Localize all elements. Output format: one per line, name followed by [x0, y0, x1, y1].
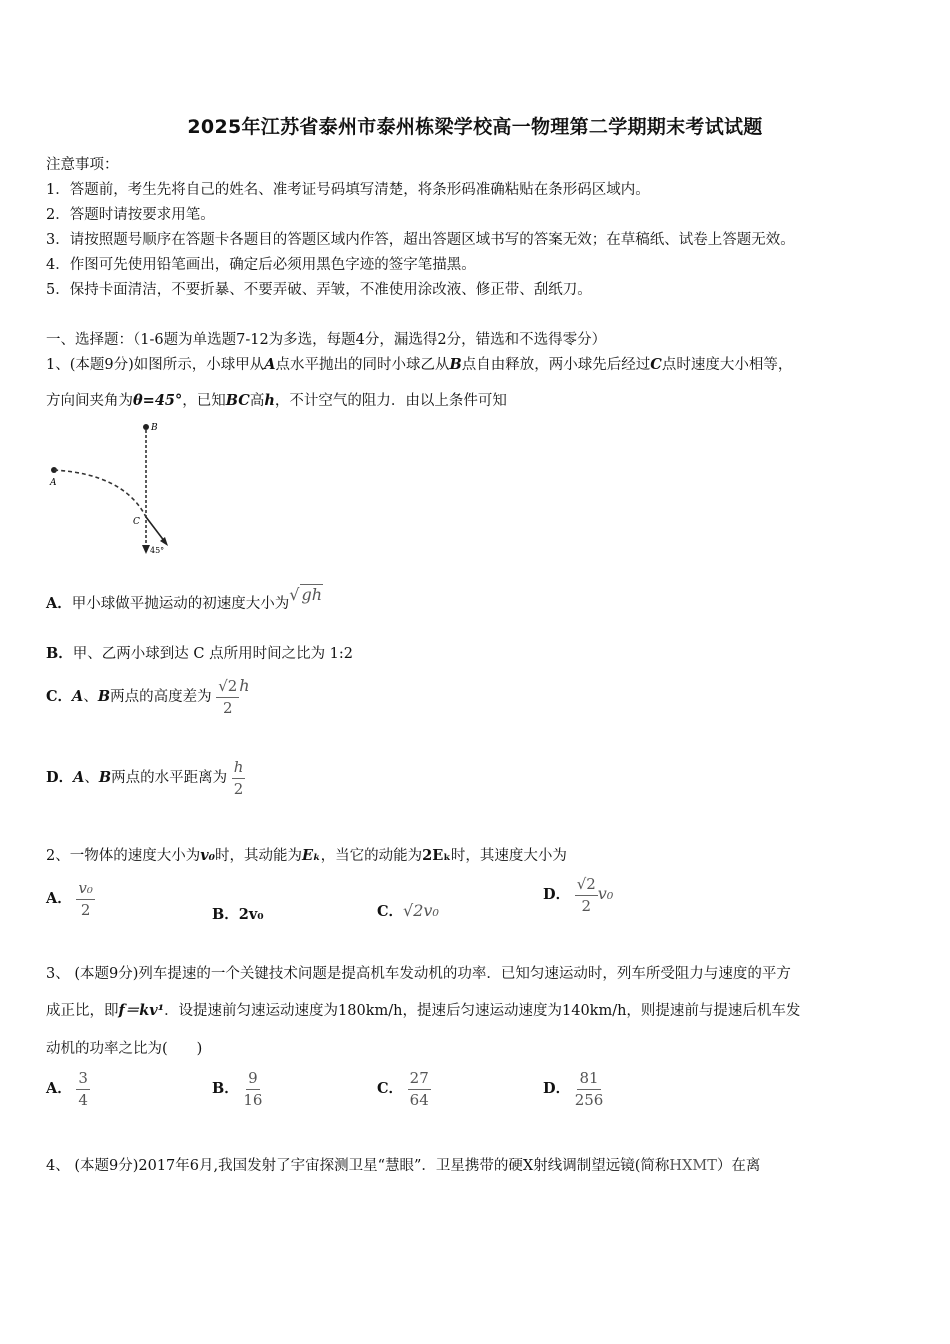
arrow-head-vertical — [142, 545, 150, 554]
q1-option-d-a: A — [73, 769, 85, 786]
q2-option-c-math: √2v₀ — [403, 901, 439, 920]
q2-stem — [46, 844, 567, 865]
q3-line3: 动机的功率之比为( ) — [46, 1041, 203, 1057]
q3-option-d-den: 256 — [574, 1090, 604, 1109]
q2-2ek: 2Eₖ — [422, 847, 451, 864]
q1-option-c-den: 2 — [222, 698, 233, 717]
q1-line2b: ，已知 — [182, 393, 226, 409]
q1-theta: θ=45° — [133, 392, 183, 409]
point-b-dot — [143, 424, 149, 430]
q1-option-a-text: 甲小球做平抛运动的初速度大小为 — [71, 596, 290, 612]
q2-mid1: 时，其动能为 — [215, 848, 303, 864]
q3-option-c — [377, 1070, 431, 1108]
q3-option-d — [543, 1070, 603, 1108]
q1-prefix: 1、(本题9分)如图所示，小球甲从 — [46, 357, 265, 373]
q3-option-a-num: 3 — [76, 1070, 90, 1090]
q4-abbr: HXMT — [669, 1158, 717, 1174]
q1-option-d-text: 两点的水平距离为 — [111, 770, 228, 786]
q1-option-c-num: √2 — [216, 678, 239, 698]
q2-option-b — [212, 903, 264, 924]
q3-line2 — [46, 999, 800, 1020]
label-a: A — [50, 478, 57, 488]
notice-item-2: 2．答题时请按要求用笔。 — [46, 207, 215, 223]
notice-item-4: 4．作图可先使用铅笔画出，确定后必须用黑色字迹的签字笔描黑。 — [46, 257, 476, 273]
arrow-head-diagonal — [160, 537, 168, 546]
q1-option-a-label: A． — [46, 595, 72, 612]
q1-option-d — [46, 759, 245, 797]
q4-line1 — [46, 1154, 760, 1175]
q1-option-b-text: 甲、乙两小球到达 C 点所用时间之比为 1:2 — [72, 646, 354, 662]
q3-option-a-label: A． — [46, 1080, 72, 1097]
q2-option-a-num: v₀ — [76, 880, 95, 900]
q3-option-a-den: 4 — [78, 1090, 88, 1109]
q1-bc: BC — [225, 392, 250, 409]
q1-option-a: A．甲小球做平抛运动的初速度大小为√ gh — [46, 585, 323, 612]
notice-item-1: 1．答题前，考生先将自己的姓名、准考证号码填写清楚，将条形码准确粘贴在条形码区域内。 — [46, 182, 650, 198]
q1-option-d-label: D． — [46, 769, 74, 786]
q1-line2a: 方向间夹角为 — [46, 393, 133, 409]
q1-option-a-math: gh — [301, 585, 323, 604]
q4-line1a: 4、 (本题9分)2017年6月,我国发射了宇宙探测卫星“慧眼”．卫星携带的硬X射线调制望远镜(简称 — [46, 1158, 670, 1174]
q3-option-b-den: 16 — [243, 1090, 263, 1109]
q3-line1: 3、 (本题9分)列车提速的一个关键技术问题是提高机车发动机的功率．已知匀速运动时，列车所受阻力与速度的平方 — [46, 966, 791, 982]
q3-option-b-num: 9 — [246, 1070, 260, 1090]
section-heading: 一、选择题：（1-6题为单选题7-12为多选，每题4分，漏选得2分，错选和不选得零分） — [46, 332, 607, 348]
notice-heading: 注意事项： — [46, 157, 119, 173]
velocity-arrow-diagonal — [146, 517, 165, 542]
q3-option-b-label: B． — [212, 1080, 239, 1097]
label-b: B — [151, 423, 158, 433]
q1-option-d-b: B — [98, 769, 112, 786]
q1-line2c: 高 — [249, 393, 265, 409]
q1-mid1: 点水平抛出的同时小球乙从 — [275, 357, 450, 373]
q1-option-c-label: C． — [46, 688, 73, 705]
q1-option-c-b: B — [97, 688, 111, 705]
q2-ek: Eₖ — [302, 847, 321, 864]
q1-point-a: A — [264, 356, 276, 373]
q2-mid3: 时，其速度大小为 — [450, 848, 567, 864]
q3-line2b: ．设提速前匀速运动速度为180km/h，提速后匀速运动速度为140km/h，则提速前与提速后机车发 — [164, 1003, 801, 1019]
label-angle: 45° — [150, 546, 165, 555]
q2-option-a — [46, 880, 95, 918]
q2-mid2: ，当它的动能为 — [320, 848, 423, 864]
page-title: 2025年江苏省泰州市泰州栋梁学校高一物理第二学期期末考试试题 — [187, 116, 763, 138]
parabola-path — [54, 470, 146, 517]
q1-point-b: B — [449, 356, 462, 373]
q1-option-c-sep: 、 — [83, 689, 98, 705]
notice-item-5: 5．保持卡面清洁，不要折暴、不要弄破、弄皱，不准使用涂改液、修正带、刮纸刀。 — [46, 282, 592, 298]
q3-option-c-num: 27 — [408, 1070, 431, 1090]
q3-line2a: 成正比，即 — [46, 1003, 119, 1019]
q1-line2d: ，不计空气的阻力．由以上条件可知 — [274, 393, 507, 409]
q1-line1 — [46, 353, 792, 374]
q2-option-d-var: v₀ — [597, 884, 614, 903]
q1-mid2: 点自由释放，两小球先后经过 — [461, 357, 651, 373]
q2-option-a-den: 2 — [80, 900, 91, 919]
q3-option-b — [212, 1070, 262, 1108]
q2-option-c-label: C． — [377, 903, 404, 920]
q2-option-c — [377, 900, 439, 921]
q1-option-c-var: h — [239, 676, 250, 695]
q1-option-c-a: A — [72, 688, 84, 705]
q1-figure — [44, 418, 184, 563]
q1-option-d-sep: 、 — [84, 770, 99, 786]
q2-option-d — [543, 876, 613, 914]
q3-formula: f＝kv¹ — [118, 1002, 165, 1019]
label-c: C — [133, 517, 140, 527]
q2-option-b-text: 2v₀ — [238, 906, 264, 923]
q2-option-d-label: D． — [543, 886, 571, 903]
q4-line1b: ）在离 — [716, 1158, 761, 1174]
q1-line2 — [46, 389, 507, 410]
q2-option-d-den: 2 — [581, 896, 592, 915]
notice-item-3: 3．请按照题号顺序在答题卡各题目的答题区域内作答，超出答题区域书写的答案无效；在草稿纸、试卷上答题无效。 — [46, 232, 795, 248]
q3-option-a — [46, 1070, 90, 1108]
q1-option-c — [46, 678, 250, 716]
q2-v0: v₀ — [200, 847, 216, 864]
q3-option-d-label: D． — [543, 1080, 571, 1097]
q2-prefix: 2、一物体的速度大小为 — [46, 848, 201, 864]
q1-mid3: 点时速度大小相等， — [661, 357, 793, 373]
q3-option-c-den: 64 — [409, 1090, 429, 1109]
q1-option-d-den: 2 — [233, 779, 244, 798]
q1-h: h — [264, 392, 275, 409]
q1-option-d-num: h — [232, 759, 246, 779]
q2-option-a-label: A． — [46, 890, 72, 907]
q2-option-b-label: B． — [212, 906, 239, 923]
q3-option-d-num: 81 — [577, 1070, 600, 1090]
q1-point-c: C — [650, 356, 662, 373]
q2-option-d-num: √2 — [575, 876, 598, 896]
q1-option-b-label: B． — [46, 645, 73, 662]
q1-option-b — [46, 642, 353, 663]
q1-option-c-text: 两点的高度差为 — [110, 689, 212, 705]
q3-option-c-label: C． — [377, 1080, 404, 1097]
